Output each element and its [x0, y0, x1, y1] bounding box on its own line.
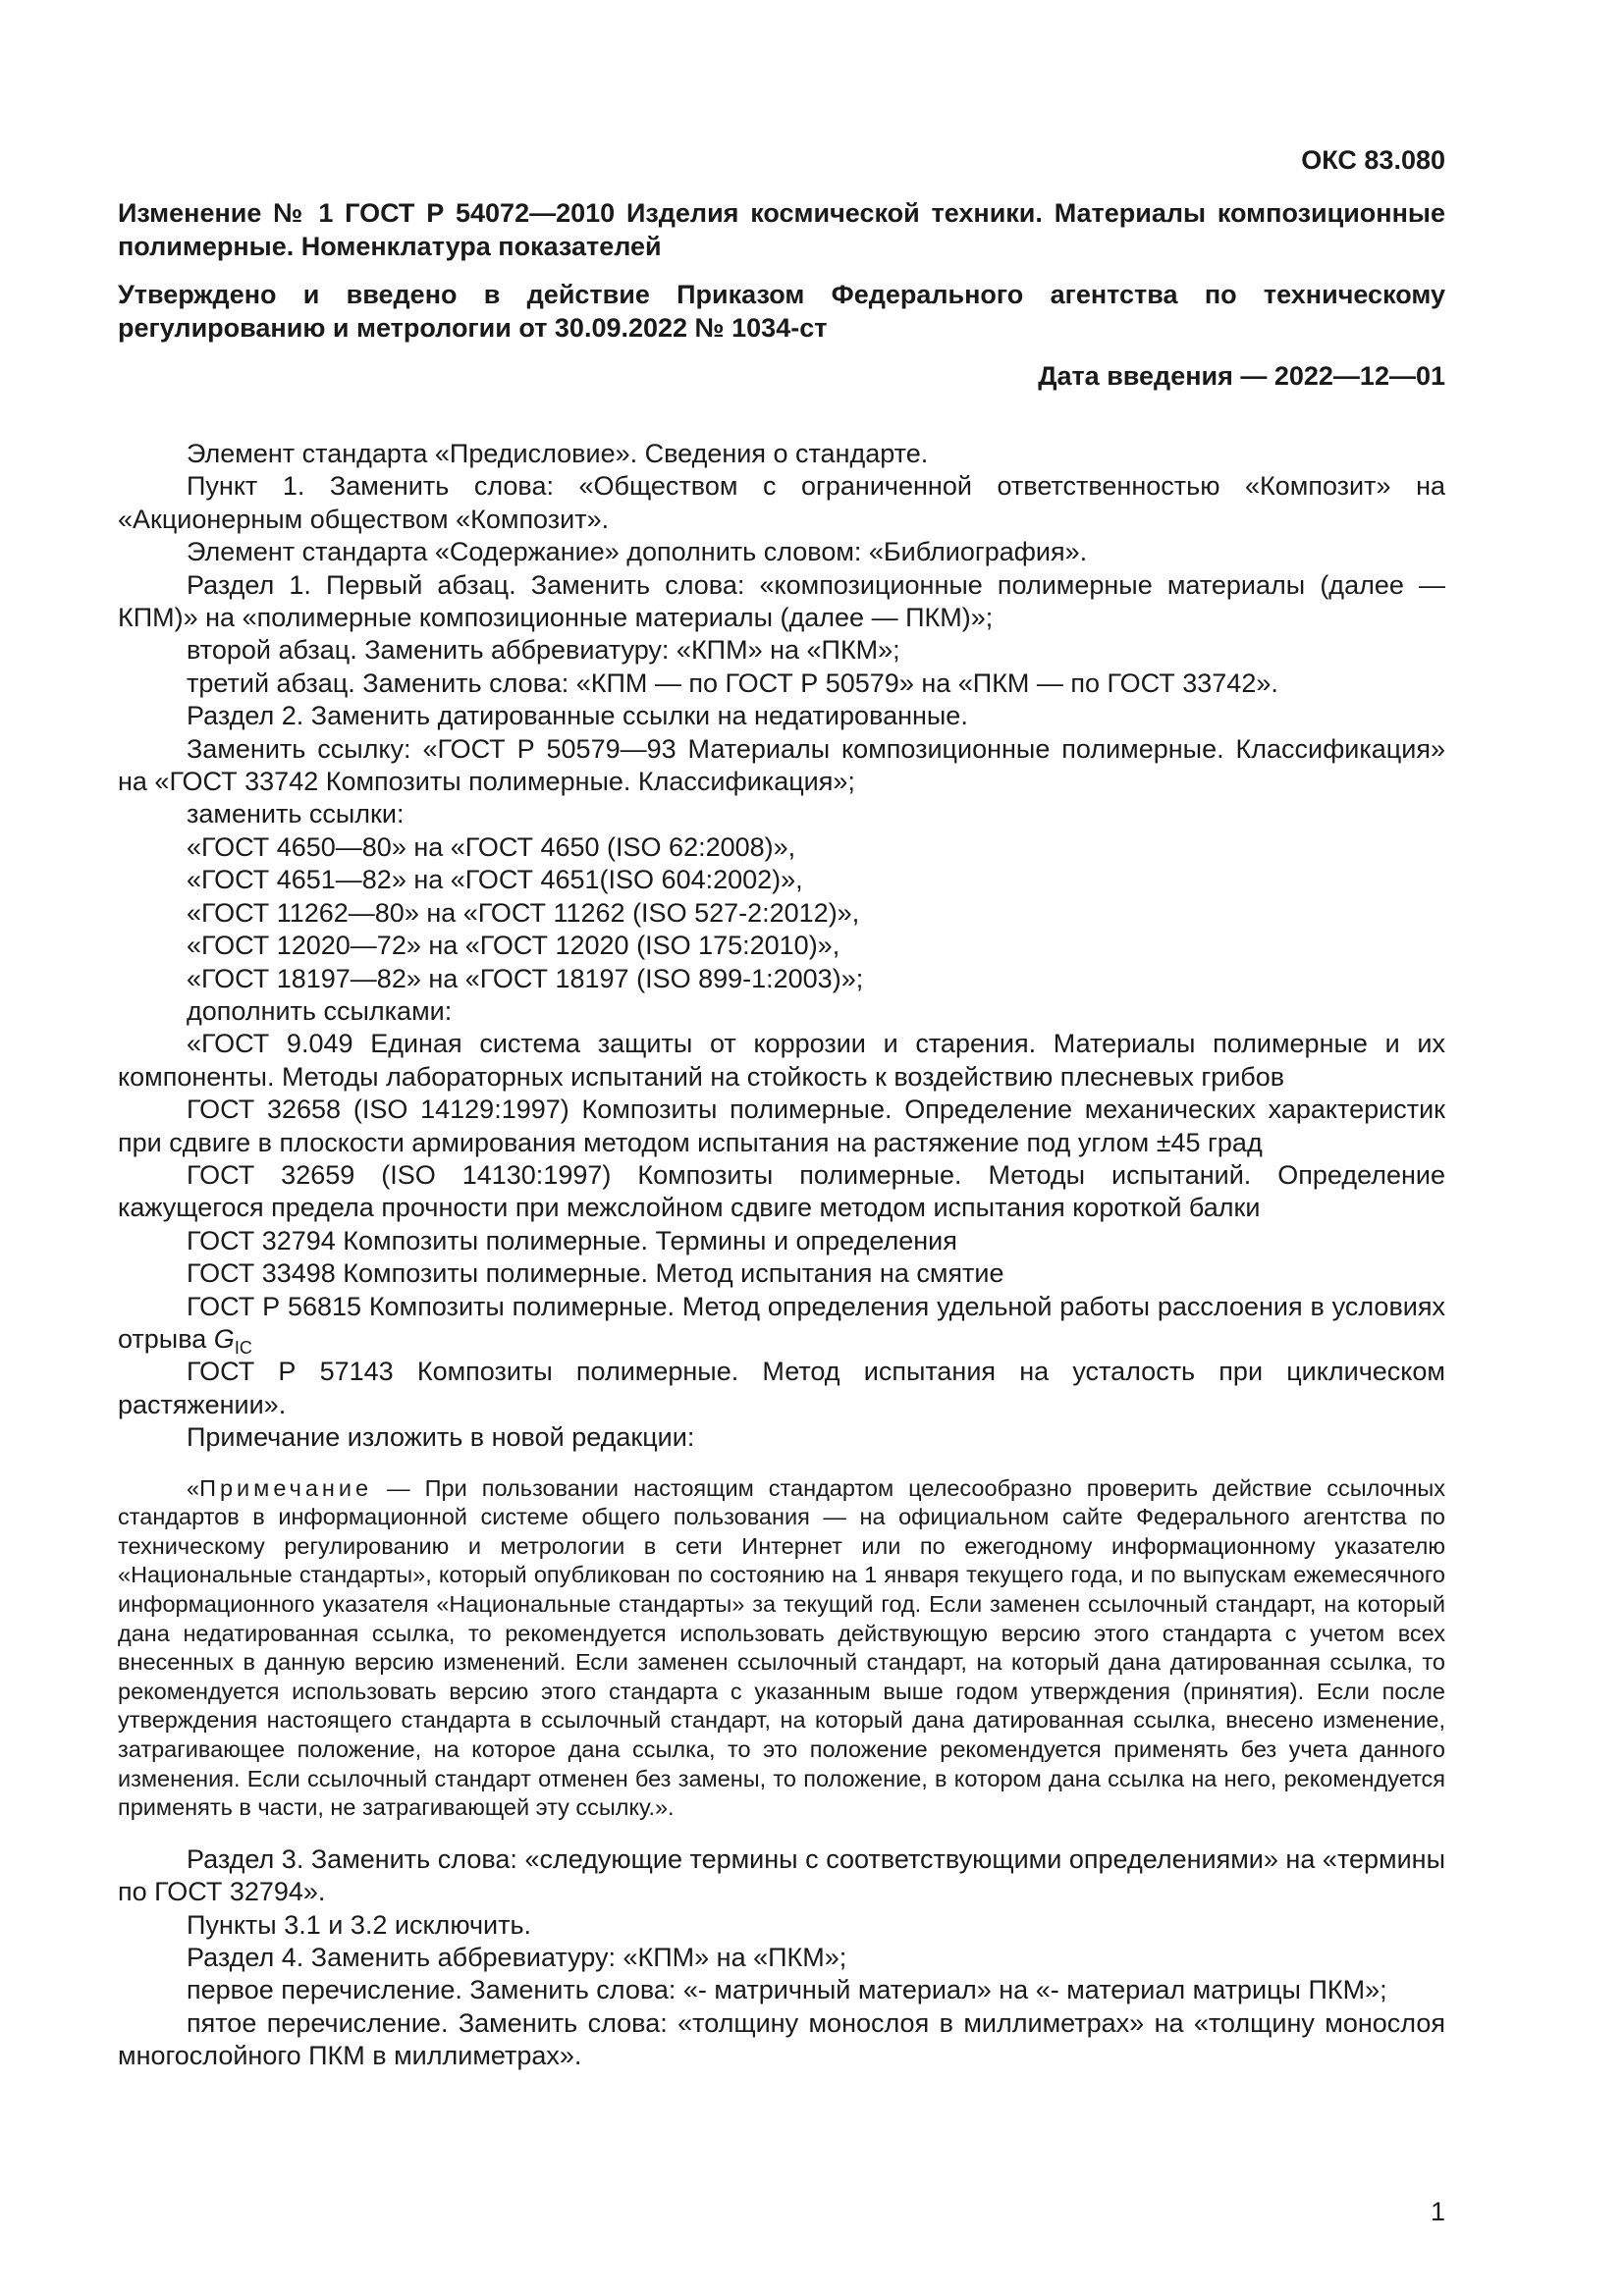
paragraph: пятое перечисление. Заменить слова: «толщину монослоя в миллиметрах» на «толщину монослоя многослойного ПКМ в миллиметрах».: [118, 2007, 1445, 2071]
symbol-g: G: [213, 1323, 235, 1354]
list-item: «ГОСТ 4650—80» на «ГОСТ 4650 (ISO 62:2008)»,: [187, 831, 796, 862]
document-title: Изменение № 1 ГОСТ Р 54072—2010 Изделия космической техники. Материалы композиционные полимерные. Номенклатура показателей: [118, 198, 1445, 261]
note-open-quote: «: [187, 1474, 200, 1501]
paragraph: Раздел 1. Первый абзац. Заменить слова: «композиционные полимерные материалы (далее — КПМ)» на «полимерные композиционные материалы (далее — ПКМ)»;: [118, 569, 1445, 633]
list-item: «ГОСТ 11262—80» на «ГОСТ 11262 (ISO 527-2:2012)»,: [187, 897, 860, 928]
list-item: «ГОСТ 18197—82» на «ГОСТ 18197 (ISO 899-1:2003)»;: [187, 963, 864, 993]
paragraph: Раздел 4. Заменить аббревиатуру: «КПМ» на «ПКМ»;: [187, 1942, 847, 1972]
reference-text: ГОСТ Р 56815 Композиты полимерные. Метод определения удельной работы расслоения в условиях отрыва: [118, 1291, 1445, 1354]
paragraph: Пункты 3.1 и 3.2 исключить.: [187, 1909, 532, 1940]
note-paragraph: [118, 1474, 1445, 1823]
paragraph: Элемент стандарта «Предисловие». Сведения о стандарте.: [187, 439, 929, 468]
effective-date: Дата введения — 2022—12—01: [1038, 361, 1445, 391]
reference-item: ГОСТ 32659 (ISO 14130:1997) Композиты полимерные. Методы испытаний. Определение кажущегося предела прочности при межслойном сдвиге методом испытания короткой балки: [118, 1159, 1445, 1223]
list-item: «ГОСТ 12020—72» на «ГОСТ 12020 (ISO 175:2010)»,: [187, 931, 840, 961]
approval-statement: Утверждено и введено в действие Приказом Федерального агентства по техническому регулированию и метрологии от 30.09.2022 № 1034-ст: [118, 280, 1445, 343]
note-text: — При пользовании настоящим стандартом целесообразно проверить действие ссылочных стандартов в информационной системе общего пользования — на официальном сайте Федерального агентства по техническому регулированию и метрологии в сети Интернет или по ежегодному информационному указателю «Национальные стандарты», который опубликован по состоянию на 1 января текущего года, и по выпускам ежемесячного информационного указателя «Национальные стандарты» за текущий год. Если заменен ссылочный стандарт, на который дана недатированная ссылка, то рекомендуется использовать действующую версию этого стандарта с учетом всех внесенных в данную версию изменений. Если заменен ссылочный стандарт, на который дана датированная ссылка, то рекомендуется использовать версию этого стандарта с указанным выше годом утверждения (принятия). Если после утверждения настоящего стандарта в ссылочный стандарт, на который дана датированная ссылка, внесено изменение, затрагивающее положение, на которое дана ссылка, то это положение рекомендуется применять без учета данного изменения. Если ссылочный стандарт отменен без замены, то положение, в котором дана ссылка на него, рекомендуется применять в части, не затрагивающей эту ссылку.».: [118, 1474, 1445, 1821]
oks-code: ОКС 83.080: [1301, 145, 1445, 175]
paragraph: Элемент стандарта «Содержание» дополнить словом: «Библиография».: [187, 537, 1088, 567]
paragraph: Раздел 2. Заменить датированные ссылки на недатированные.: [187, 701, 968, 731]
paragraph: первое перечисление. Заменить слова: «- матричный материал» на «- материал матрицы ПКМ»;: [187, 1975, 1387, 2005]
document-body: [118, 438, 1445, 2073]
reference-item: «ГОСТ 9.049 Единая система защиты от коррозии и старения. Материалы полимерные и их компоненты. Методы лабораторных испытаний на стойкость к воздействию плесневых грибов: [118, 1029, 1445, 1092]
paragraph: второй абзац. Заменить аббревиатуру: «КПМ» на «ПКМ»;: [187, 635, 900, 666]
reference-item: ГОСТ 33498 Композиты полимерные. Метод испытания на смятие: [187, 1258, 1004, 1289]
reference-item: [118, 1291, 1445, 1357]
reference-item: ГОСТ 32658 (ISO 14129:1997) Композиты полимерные. Определение механических характеристик при сдвиге в плоскости армирования методом испытания на растяжение под углом ±45 град: [118, 1095, 1445, 1157]
paragraph: Пункт 1. Заменить слова: «Обществом с ограниченной ответственностью «Композит» на «Акционерным обществом «Композит».: [118, 471, 1445, 534]
symbol-subscript: IC: [234, 1337, 252, 1358]
paragraph: заменить ссылки:: [187, 799, 405, 829]
paragraph: дополнить ссылками:: [187, 995, 453, 1026]
paragraph: третий абзац. Заменить слова: «КПМ — по ГОСТ Р 50579» на «ПКМ — по ГОСТ 33742».: [187, 667, 1278, 698]
paragraph: Примечание изложить в новой редакции:: [187, 1422, 695, 1453]
note-block: [118, 1474, 1445, 1823]
reference-item: ГОСТ Р 57143 Композиты полимерные. Метод испытания на усталость при циклическом растяжении».: [118, 1357, 1445, 1419]
page-number: 1: [1430, 2197, 1445, 2226]
reference-item: ГОСТ 32794 Композиты полимерные. Термины и определения: [187, 1225, 957, 1255]
paragraph: Раздел 3. Заменить слова: «следующие термины с соответствующими определениями» на «термины по ГОСТ 32794».: [118, 1843, 1445, 1907]
list-item: «ГОСТ 4651—82» на «ГОСТ 4651(ISO 604:2002)»,: [187, 865, 803, 895]
paragraph: Заменить ссылку: «ГОСТ Р 50579—93 Материалы композиционные полимерные. Классификация» на «ГОСТ 33742 Композиты полимерные. Классификация»;: [118, 733, 1445, 797]
note-label: Примечание: [199, 1474, 373, 1501]
